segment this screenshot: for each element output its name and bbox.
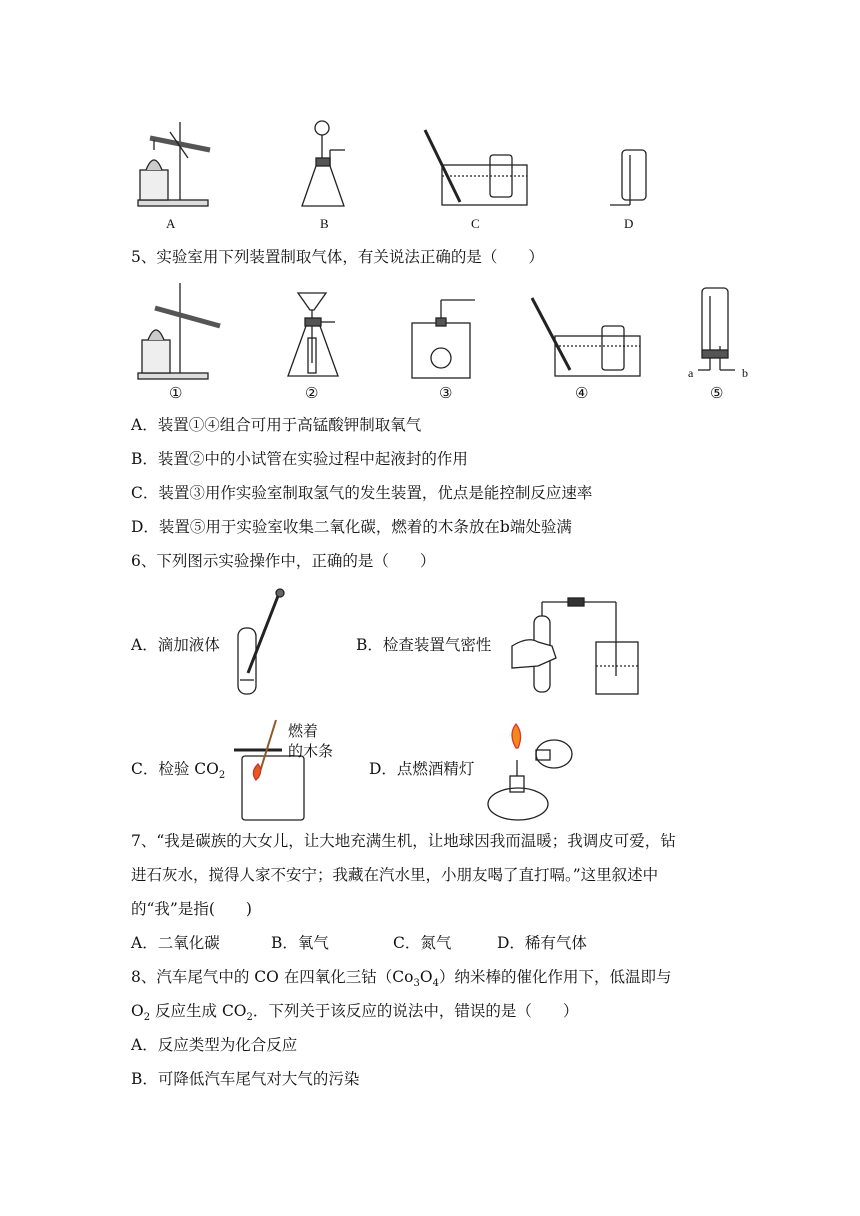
q8-sub-co2: 2 [246, 1012, 253, 1024]
figure-label-d: D [624, 216, 634, 231]
apparatus-c-drawing [425, 130, 527, 205]
port-label-a: a [688, 366, 694, 380]
q8-option-a: A．反应类型为化合反应 [131, 1036, 298, 1054]
q6-option-c-text: C．检验 CO [131, 760, 219, 778]
q6-figure-b [508, 596, 648, 696]
apparatus-2-drawing [288, 293, 338, 376]
figure-label-1: ① [169, 386, 183, 402]
q6-figure-a [230, 588, 290, 698]
figure-label-a: A [166, 216, 176, 231]
apparatus-a-drawing [138, 122, 210, 206]
q5-option-d: D．装置⑤用于实验室收集二氧化碳，燃着的木条放在b端处验满 [131, 518, 572, 536]
q7-option-c: C．氮气 [393, 934, 452, 952]
q8-sub-o2: 2 [143, 1012, 151, 1024]
alcohol-lamp-lighting-drawing [484, 720, 580, 824]
q7-option-b: B．氧气 [271, 934, 329, 952]
q8-stem-line2-part3: ．下列关于该反应的说法中，错误的是（ ） [252, 1002, 579, 1020]
q6-stem: 6、下列图示实验操作中，正确的是（ ） [131, 552, 436, 570]
figure-label-5: ⑤ [710, 386, 724, 402]
apparatus-b-drawing [302, 121, 345, 206]
q6-option-b: B．检查装置气密性 [356, 636, 492, 654]
top-figure-row [130, 110, 670, 235]
apparatus-4-drawing [532, 298, 640, 376]
q6-option-a: A．滴加液体 [131, 636, 220, 654]
figure-label-b: B [320, 216, 329, 231]
q7-option-d: D．稀有气体 [497, 934, 587, 952]
figure-label-c: C [471, 216, 480, 231]
apparatus-d-drawing [610, 150, 646, 205]
q5-option-b: B．装置②中的小试管在实验过程中起液封的作用 [131, 450, 468, 468]
q5-option-c: C．装置③用作实验室制取氢气的发生装置，优点是能控制反应速率 [131, 484, 593, 502]
q8-sub-4: 4 [432, 978, 439, 990]
figure-label-4: ④ [575, 386, 589, 402]
q7-stem-line1: 7、“我是碳族的大女儿，让大地充满生机，让地球因我而温暖；我调皮可爱，钻 [131, 832, 676, 850]
q8-stem-line2 [131, 1000, 578, 1029]
apparatus-3-drawing [412, 300, 475, 378]
q7-stem-line2: 进石灰水，搅得人家不安宁；我藏在汽水里，小朋友喝了直打嗝。”这里叙述中 [131, 866, 659, 884]
q5-figure-row [130, 278, 760, 388]
burning-stick-label-line2: 的木条 [288, 742, 334, 760]
burning-stick-label-line1: 燃着 [288, 722, 319, 740]
q8-stem-line2-part2: 反应生成 CO [150, 1002, 247, 1020]
apparatus-drawings-top [130, 110, 670, 235]
q6-figure-d [484, 720, 580, 824]
apparatus-5-drawing [698, 288, 735, 370]
q8-stem-line1 [131, 966, 671, 995]
q6-option-c-subscript: 2 [218, 770, 226, 782]
apparatus-1-drawing [138, 283, 220, 379]
q6-option-c [131, 758, 225, 787]
dropper-test-tube-drawing [230, 588, 290, 698]
q6-option-d: D．点燃酒精灯 [369, 760, 475, 778]
port-label-b: b [742, 366, 748, 380]
q5-option-a: A．装置①④组合可用于高锰酸钾制取氧气 [131, 416, 422, 434]
apparatus-drawings-q5 [130, 278, 760, 388]
q6-figure-c [232, 718, 342, 824]
q8-option-b: B．可降低汽车尾气对大气的污染 [131, 1070, 360, 1088]
q8-stem-line2-part1: O [131, 1002, 144, 1020]
co2-test-drawing [232, 718, 342, 824]
figure-label-2: ② [305, 386, 319, 402]
figure-label-3: ③ [439, 386, 453, 402]
q8-stem-line1-part1: 8、汽车尾气中的 CO 在四氧化三钴（Co [131, 968, 414, 986]
q7-stem-line3: 的“我”是指( ) [131, 900, 252, 918]
q5-stem: 5、实验室用下列装置制取气体，有关说法正确的是（ ） [131, 248, 544, 266]
airtightness-check-drawing [508, 596, 648, 696]
q8-stem-line1-part3: ）纳米棒的催化作用下，低温即与 [438, 968, 672, 986]
q8-sub-3: 3 [413, 978, 420, 990]
q7-option-a: A．二氧化碳 [131, 934, 220, 952]
q8-stem-line1-part2: O [419, 968, 433, 986]
